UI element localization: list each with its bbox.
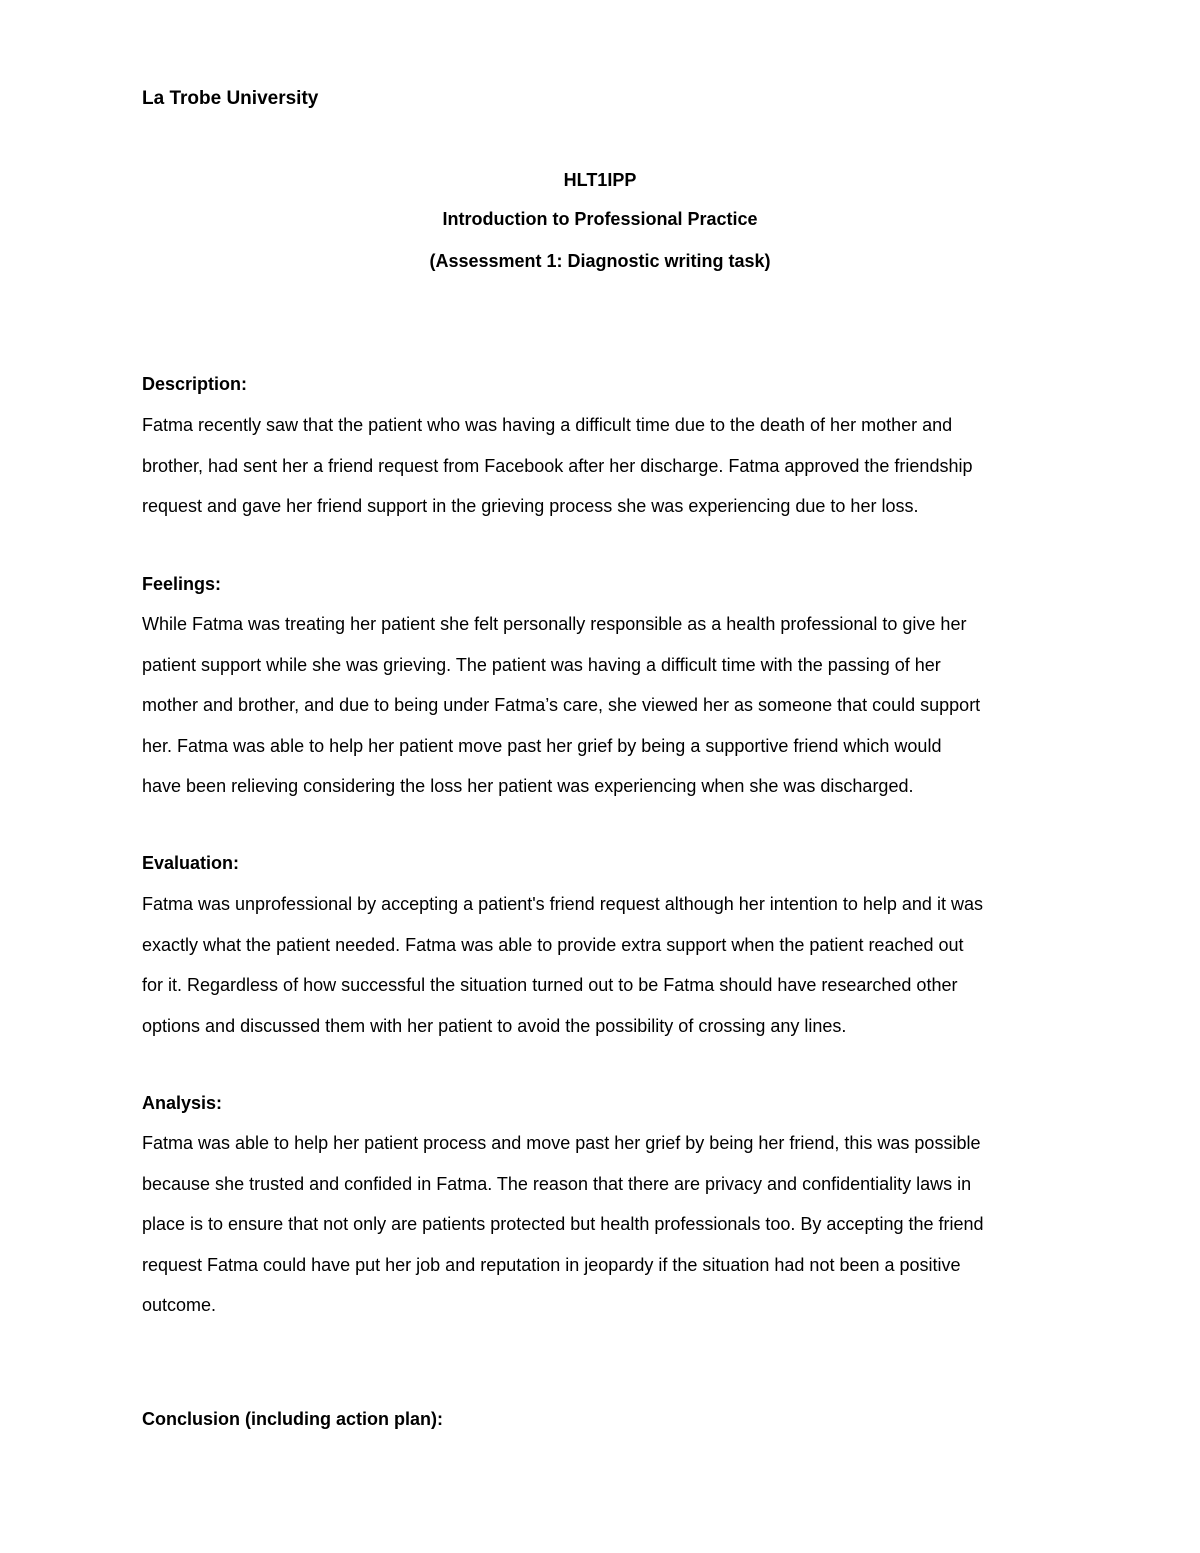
analysis-heading: Analysis: <box>142 1093 223 1113</box>
evaluation-body <box>142 884 1072 1046</box>
feelings-body <box>142 604 1072 807</box>
feelings-heading: Feelings: <box>142 574 222 594</box>
course-code: HLT1IPP <box>563 170 637 190</box>
evaluation-line: Fatma was unprofessional by accepting a patient's friend request although her intention to help and it was <box>142 894 983 914</box>
analysis-body <box>142 1123 1072 1326</box>
evaluation-line: options and discussed them with her patient to avoid the possibility of crossing any lines. <box>142 1015 847 1036</box>
feelings-line: mother and brother, and due to being under Fatma’s care, she viewed her as someone that could support <box>142 695 981 715</box>
analysis-line: request Fatma could have put her job and reputation in jeopardy if the situation had not been a positive <box>142 1254 961 1275</box>
analysis-line: because she trusted and confided in Fatma. The reason that there are privacy and confidentiality laws in <box>142 1173 972 1194</box>
conclusion-heading: Conclusion (including action plan): <box>142 1409 443 1429</box>
description-line: brother, had sent her a friend request from Facebook after her discharge. Fatma approved the friendship <box>142 455 973 476</box>
description-body <box>142 405 1072 527</box>
feelings-line: While Fatma was treating her patient she felt personally responsible as a health professional to give her <box>142 614 967 634</box>
analysis-line: outcome. <box>142 1295 217 1315</box>
course-name: Introduction to Professional Practice <box>442 209 758 229</box>
evaluation-line: for it. Regardless of how successful the situation turned out to be Fatma should have researched other <box>142 975 958 995</box>
description-heading: Description: <box>142 374 248 394</box>
university-name: La Trobe University <box>142 88 319 109</box>
feelings-line: her. Fatma was able to help her patient move past her grief by being a supportive friend which would <box>142 735 942 756</box>
description-line: request and gave her friend support in the grieving process she was experiencing due to her loss. <box>142 496 919 516</box>
analysis-line: place is to ensure that not only are patients protected but health professionals too. By accepting the friend <box>142 1214 984 1234</box>
analysis-line: Fatma was able to help her patient process and move past her grief by being her friend, this was possible <box>142 1133 981 1153</box>
feelings-line: have been relieving considering the loss her patient was experiencing when she was discharged. <box>142 776 914 796</box>
evaluation-heading: Evaluation: <box>142 853 240 873</box>
description-line: Fatma recently saw that the patient who was having a difficult time due to the death of her mother and <box>142 415 953 435</box>
evaluation-line: exactly what the patient needed. Fatma was able to provide extra support when the patient reached out <box>142 934 964 955</box>
feelings-line: patient support while she was grieving. The patient was having a difficult time with the passing of her <box>142 654 941 675</box>
assessment-title: (Assessment 1: Diagnostic writing task) <box>429 251 771 271</box>
